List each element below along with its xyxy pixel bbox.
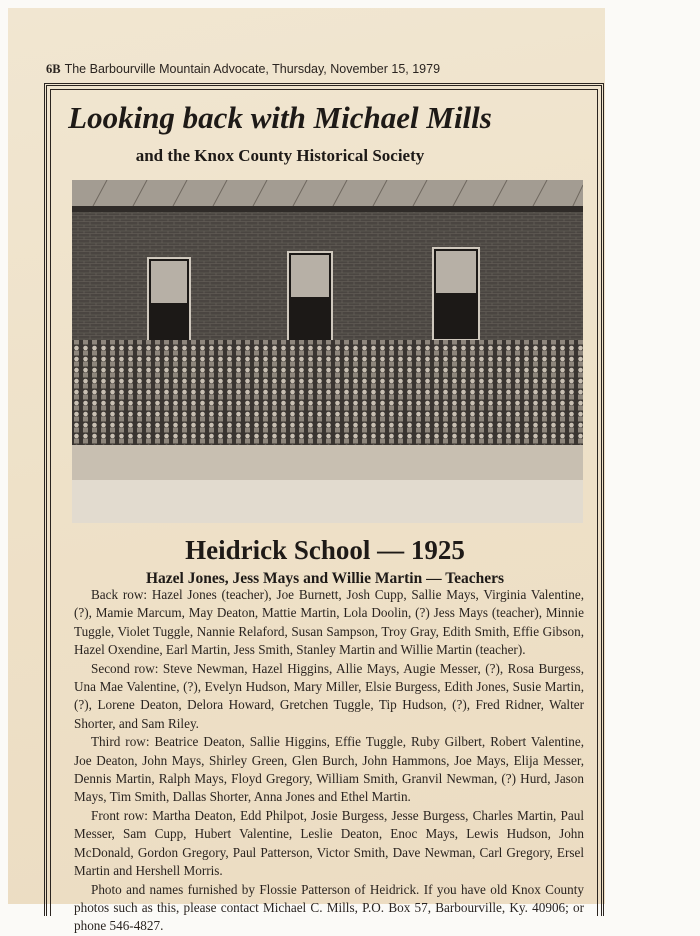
school-group-photo: [72, 180, 583, 523]
article-headline: Heidrick School — 1925: [185, 535, 465, 565]
column-title: Looking back with Michael Mills: [68, 100, 492, 135]
front-row-caption: Front row: Martha Deaton, Edd Philpot, Josie Burgess, Jesse Burgess, Charles Martin, Paul Messer, Sam Cupp, Hubert Valentine, Leslie Deaton, Enoc Mays, Lewis Hudson, John McDonald, Gordon Gregory, Paul Patterson, Victor Smith, Dave Newman, Carl Gregory, Ersel Martin and Hershell Morris.: [74, 807, 584, 879]
second-row-caption: Second row: Steve Newman, Hazel Higgins, Allie Mays, Augie Messer, (?), Rosa Burgess, Una Mae Valentine, (?), Evelyn Hudson, Mary Miller, Elsie Burgess, Edith Jones, Susie Martin, (?), Lorene Deaton, Delora Howard, Gretchen Tuggle, Tip Hudson, (?), Fred Ridner, Walter Shorter, and Sam Riley.: [74, 660, 584, 731]
page-folio: [46, 62, 440, 77]
publication-line: The Barbourville Mountain Advocate, Thursday, November 15, 1979: [64, 62, 441, 76]
page-number: 6B: [46, 62, 61, 76]
photo-illustration: [72, 180, 583, 523]
column-subtitle: and the Knox County Historical Society: [135, 146, 425, 165]
third-row-caption: Third row: Beatrice Deaton, Sallie Higgins, Effie Tuggle, Ruby Gilbert, Robert Valentine, Joe Deaton, John Mays, Shirley Green, Glen Burch, John Hammons, Joe Mays, Elija Messer, Dennis Martin, Ralph Mays, Floyd Gregory, William Smith, Granvil Newman, (?) Hurd, Jason Mays, Tim Smith, Dallas Shorter, Anna Jones and Ethel Martin.: [74, 734, 584, 805]
photo-credit: Photo and names furnished by Flossie Patterson of Heidrick. If you have old Knox County photos such as this, please contact Michael C. Mills, P.O. Box 57, Barbourville, Ky. 40906; or phone 546-4827.: [74, 881, 584, 934]
article-deck: Hazel Jones, Jess Mays and Willie Martin — Teachers: [145, 570, 505, 587]
article-body: [74, 586, 584, 936]
back-row-caption: Back row: Hazel Jones (teacher), Joe Burnett, Josh Cupp, Sallie Mays, Virginia Valentine, (?), Mamie Marcum, May Deaton, Mattie Martin, Lola Doolin, (?) Jess Mays (teacher), Minnie Tuggle, Violet Tuggle, Nannie Relaford, Susan Sampson, Troy Gray, Edith Smith, Effie Gibson, Hazel Oxendine, Earl Martin, Jess Smith, Stanley Martin and Willie Martin (teacher).: [74, 587, 584, 658]
